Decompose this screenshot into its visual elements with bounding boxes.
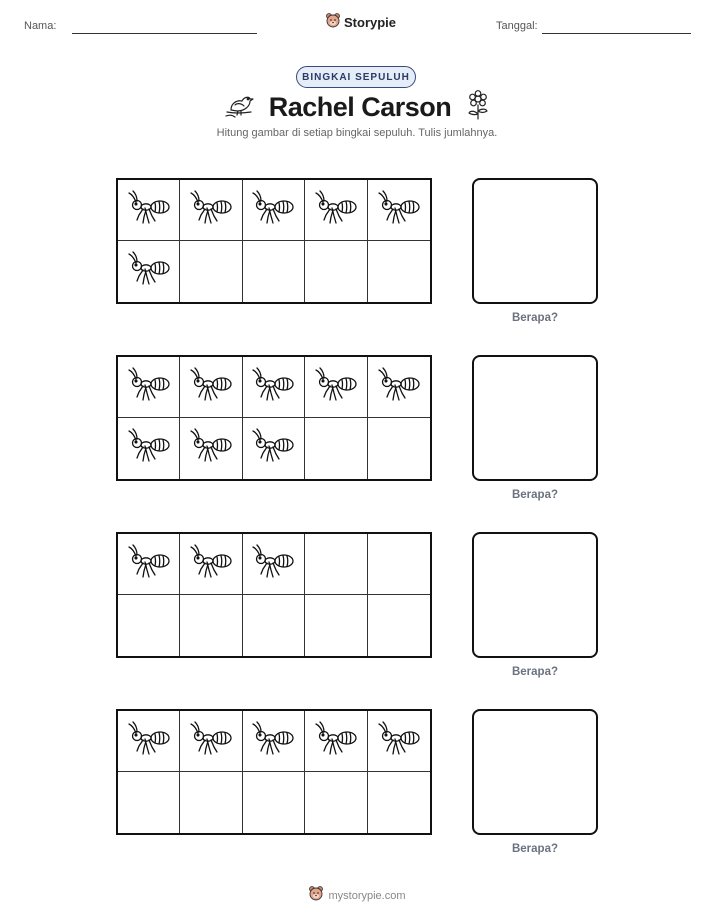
ant-icon [127,365,171,410]
ant-icon [127,188,171,233]
ten-frame-cell [305,772,367,833]
ant-icon [251,188,295,233]
ten-frame-cell [180,772,242,833]
ten-frame [116,178,432,304]
answer-box[interactable] [472,709,598,835]
ten-frame-cell [118,595,180,656]
date-field[interactable] [542,33,691,34]
badge: BINGKAI SEPULUH [296,66,416,88]
answer-box[interactable] [472,355,598,481]
ant-icon [377,365,421,410]
ten-frame-cell [180,180,242,241]
ten-frame [116,532,432,658]
ten-frame-cell [368,418,430,479]
question-label: Berapa? [511,312,559,324]
ten-frame-cell [243,357,305,418]
ten-frame-cell [180,711,242,772]
ant-icon [251,542,295,587]
ant-icon [127,249,171,294]
ten-frame-cell [368,772,430,833]
brand-name: Storypie [344,15,397,30]
footer-url: mystorypie.com [328,889,406,902]
ten-frame-cell [180,357,242,418]
ten-frame-cell [305,711,367,772]
instructions: Hitung gambar di setiap bingkai sepuluh. Tulis jumlahnya. [216,127,498,139]
ten-frame-cell [368,534,430,595]
ten-frame-cell [118,534,180,595]
ant-icon [314,365,358,410]
bird-icon [223,90,255,125]
ant-icon [251,365,295,410]
question-label: Berapa? [511,489,559,501]
ten-frame-cell [243,180,305,241]
ten-frame-cell [305,241,367,302]
ten-frame-cell [180,241,242,302]
date-label: Tanggal: [496,20,538,32]
ant-icon [377,188,421,233]
answer-box[interactable] [472,178,598,304]
ant-icon [377,719,421,764]
ten-frame-cell [368,241,430,302]
bear-logo-icon [325,12,341,33]
ant-icon [127,542,171,587]
page-title: Rachel Carson [268,92,452,122]
ten-frame-cell [180,534,242,595]
answer-box[interactable] [472,532,598,658]
ant-icon [189,426,233,471]
ten-frame-cell [305,534,367,595]
ten-frame-cell [305,357,367,418]
name-field[interactable] [72,33,257,34]
ten-frame-cell [243,595,305,656]
ant-icon [189,365,233,410]
ten-frame-cell [180,595,242,656]
ten-frame-cell [243,418,305,479]
ten-frame-cell [368,595,430,656]
bear-logo-icon [308,885,324,906]
flower-icon [465,90,491,125]
ten-frame-cell [305,180,367,241]
ten-frame-cell [118,418,180,479]
ten-frame-cell [305,595,367,656]
question-label: Berapa? [511,666,559,678]
brand [325,12,396,33]
ten-frame [116,709,432,835]
ten-frame-cell [243,241,305,302]
ant-icon [314,188,358,233]
ant-icon [189,188,233,233]
ten-frame-cell [118,241,180,302]
ten-frame-cell [243,772,305,833]
title-row [0,90,714,125]
ten-frame-cell [118,711,180,772]
ant-icon [251,719,295,764]
ten-frame-cell [118,357,180,418]
question-label: Berapa? [511,843,559,855]
ten-frame-cell [118,180,180,241]
ten-frame-cell [368,711,430,772]
ant-icon [314,719,358,764]
ten-frame-cell [243,711,305,772]
header [0,0,714,50]
ant-icon [127,426,171,471]
ant-icon [127,719,171,764]
ten-frame-cell [305,418,367,479]
ant-icon [189,542,233,587]
ten-frame-cell [118,772,180,833]
ten-frame-cell [180,418,242,479]
name-label: Nama: [24,20,57,32]
ten-frame-cell [368,357,430,418]
ten-frame [116,355,432,481]
ant-icon [251,426,295,471]
footer [0,885,714,906]
ten-frame-cell [243,534,305,595]
ten-frame-cell [368,180,430,241]
ant-icon [189,719,233,764]
